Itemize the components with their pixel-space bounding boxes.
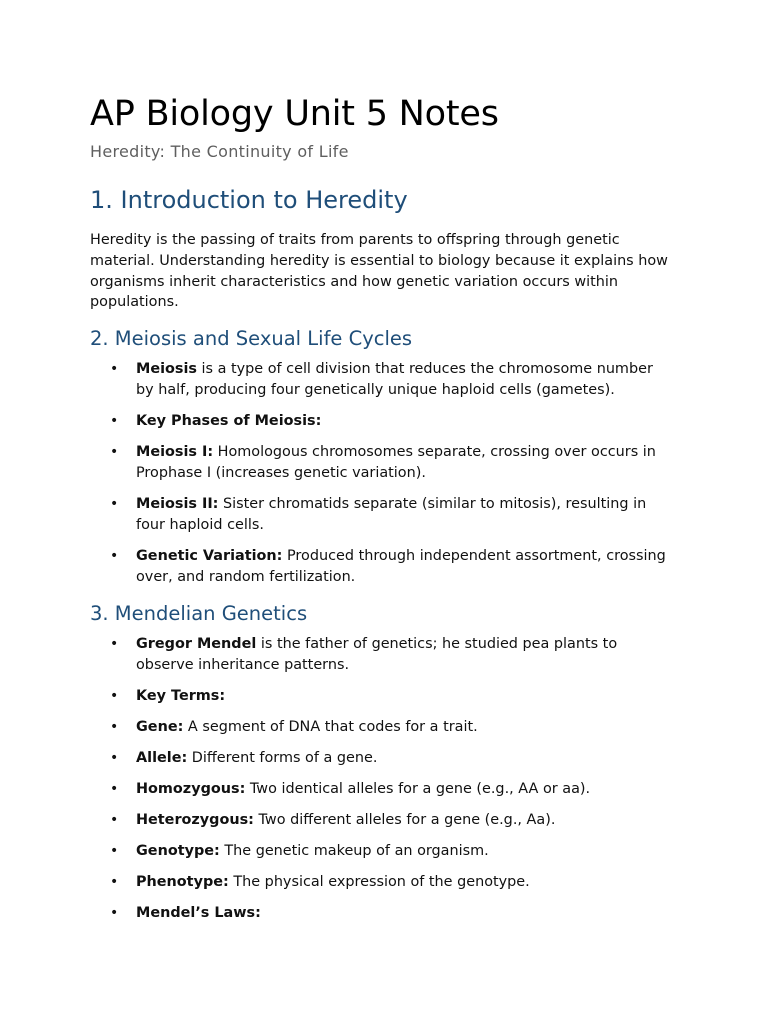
bullet-icon: • xyxy=(110,496,119,513)
term-label: Gene: xyxy=(136,719,184,736)
mendelian-list xyxy=(90,634,678,924)
term-label: Key Phases of Meiosis: xyxy=(136,413,322,430)
term-label: Genetic Variation: xyxy=(136,548,283,565)
term-description: is a type of cell division that reduces the chromosome number by half, producing four genetically unique haploid cells (gametes). xyxy=(136,361,653,399)
term-description: Produced through independent assortment, crossing over, and random fertilization. xyxy=(136,548,666,586)
section-heading-meiosis: 2. Meiosis and Sexual Life Cycles xyxy=(90,327,413,351)
list-item xyxy=(90,717,678,738)
list-item xyxy=(90,748,678,769)
term-description: The physical expression of the genotype. xyxy=(228,874,530,891)
list-item xyxy=(90,841,678,862)
bullet-icon: • xyxy=(110,688,119,705)
bullet-icon: • xyxy=(110,781,119,798)
term-label: Genotype: xyxy=(136,843,220,860)
term-label: Key Terms: xyxy=(136,688,226,705)
term-label: Phenotype: xyxy=(136,874,229,891)
term-description: Homologous chromosomes separate, crossing over occurs in Prophase I (increases genetic variation). xyxy=(136,444,656,482)
term-label: Allele: xyxy=(136,750,188,767)
bullet-icon: • xyxy=(110,719,119,736)
bullet-icon: • xyxy=(110,361,119,378)
bullet-icon: • xyxy=(110,413,119,430)
term-label: Meiosis I: xyxy=(136,444,214,461)
term-label: Heterozygous: xyxy=(136,812,254,829)
document-subtitle: Heredity: The Continuity of Life xyxy=(90,142,349,161)
term-label: Meiosis xyxy=(136,361,197,378)
list-item xyxy=(90,810,678,831)
bullet-icon: • xyxy=(110,843,119,860)
document-title: AP Biology Unit 5 Notes xyxy=(90,94,499,134)
term-description: Two different alleles for a gene (e.g., Aa). xyxy=(253,812,556,829)
section-heading-introduction: 1. Introduction to Heredity xyxy=(90,186,408,214)
list-item xyxy=(90,411,678,432)
bullet-icon: • xyxy=(110,444,119,461)
term-description: Different forms of a gene. xyxy=(187,750,378,767)
list-item xyxy=(90,442,678,484)
bullet-icon: • xyxy=(110,812,119,829)
section-heading-mendelian-genetics: 3. Mendelian Genetics xyxy=(90,602,308,626)
list-item xyxy=(90,634,678,676)
bullet-icon: • xyxy=(110,750,119,767)
bullet-icon: • xyxy=(110,874,119,891)
bullet-icon: • xyxy=(110,548,119,565)
term-description: is the father of genetics; he studied pea plants to observe inheritance patterns. xyxy=(136,636,618,674)
term-description: The genetic makeup of an organism. xyxy=(219,843,489,860)
term-label: Gregor Mendel xyxy=(136,636,257,653)
list-item xyxy=(90,872,678,893)
list-item xyxy=(90,494,678,536)
term-label: Meiosis II: xyxy=(136,496,219,513)
term-label: Homozygous: xyxy=(136,781,246,798)
list-item xyxy=(90,546,678,588)
list-item xyxy=(90,903,678,924)
bullet-icon: • xyxy=(110,905,119,922)
term-description: Sister chromatids separate (similar to mitosis), resulting in four haploid cells. xyxy=(136,496,647,534)
list-item xyxy=(90,359,678,401)
list-item xyxy=(90,686,678,707)
bullet-icon: • xyxy=(110,636,119,653)
meiosis-list xyxy=(90,359,678,588)
introduction-paragraph: Heredity is the passing of traits from parents to offspring through genetic material. Understanding heredity is essential to biology because it explains how organisms inherit characteristics and how genetic variation occurs within populations. xyxy=(90,232,668,311)
term-description: Two identical alleles for a gene (e.g., AA or aa). xyxy=(245,781,591,798)
list-item xyxy=(90,779,678,800)
term-label: Mendel’s Laws: xyxy=(136,905,261,922)
term-description: A segment of DNA that codes for a trait. xyxy=(183,719,478,736)
